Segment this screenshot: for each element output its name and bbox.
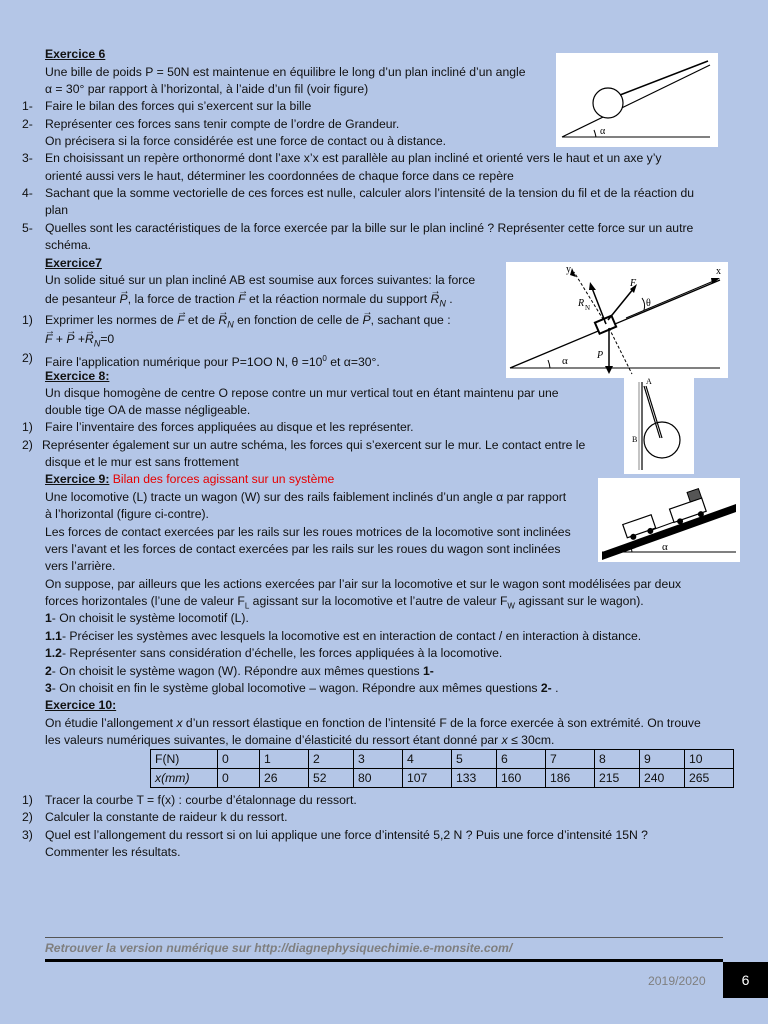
locomotive-wagon-diagram [598,478,740,562]
spring-data-table [150,749,734,788]
ex6-figure [556,53,718,147]
ex6-num-3: 3- [22,151,33,165]
ex8-intro-1: Un disque homogène de centre O repose contre un mur vertical tout en étant maintenu par une [45,386,559,400]
ex9-b1: 1- On choisit le système locomotif (L). [45,611,249,625]
ex6-q2a: Représenter ces forces sans tenir compte de l’ordre de Grandeur. [45,117,400,131]
ex6-title: Exercice 6 [45,47,106,61]
ex6-q3b: orienté aussi vers le haut, déterminer les coordonnées de chaque force dans ce repère [45,169,514,183]
ex8-title: Exercice 8: [45,369,110,383]
ex7-num-2: 2) [22,351,33,365]
fig-alpha: α [600,126,606,137]
disk-wall-diagram [624,376,694,474]
ex10-num-1: 1) [22,793,33,807]
footer-link[interactable]: Retrouver la version numérique sur http://diagnephysiquechimie.e-monsite.com/ [45,941,513,955]
svg-text:F: F [630,278,637,289]
ex10-num-2: 2) [22,810,33,824]
svg-text:A: A [646,377,652,386]
ex6-q5a: Quelles sont les caractéristiques de la force exercée par la bille sur le plan incliné ? Représenter cette force sur un autre [45,221,694,235]
ex10-q3a: Quel est l’allongement du ressort si on lui applique une force d’intensité 5,2 N ? Puis une force d’intensité 15N ? [45,828,648,842]
svg-text:x: x [716,266,721,277]
svg-text:α: α [662,541,668,553]
ex6-q4a: Sachant que la somme vectorielle de ces forces est nulle, calculer alors l’intensité de la tension du fil et de la réaction du [45,186,695,200]
svg-text:N: N [585,304,591,312]
ex7-title: Exercice7 [45,256,102,270]
ex6-num-5: 5- [22,221,33,235]
ex8-num-1: 1) [22,420,33,434]
footer-divider-thick [45,959,723,962]
ex10-line-2: les valeurs numériques suivantes, le domaine d’élasticité du ressort étant donné par x ≤ 30cm. [45,733,555,747]
ex7-figure [506,262,728,378]
ex10-num-3: 3) [22,828,33,842]
ex9-line-1: Une locomotive (L) tracte un wagon (W) sur des rails faiblement inclinés d’un angle α par rapport [45,490,567,504]
inclined-plane-solid-diagram [506,262,728,378]
table-row: x(mm) 0 26 52 80 107 133 160 186 215 240 265 [151,769,734,788]
ex7-q2: Faire l'application numérique pour P=1OO N, $\theta =10^0$ et α=30°. [45,354,380,370]
svg-text:y: y [566,264,571,275]
ex6-q2b: On précisera si la force considérée est une force de contact ou à distance. [45,134,447,148]
ex6-intro-1: Une bille de poids P = 50N est maintenue en équilibre le long d’un plan incliné d’un angle [45,65,526,79]
footer-divider-thin [45,937,723,938]
svg-text:α: α [562,355,568,367]
inclined-plane-ball-diagram [556,53,718,147]
ex10-title: Exercice 10: [45,698,117,712]
ex6-intro-2: α = 30° par rapport à l’horizontal, à l’aide d’un fil (voir figure) [45,82,369,96]
ex6-num-4: 4- [22,186,33,200]
ex7-intro-2: de pesanteur → P, la force de traction → F et la réaction normale du support → $R_N$ . [45,291,453,312]
ex9-line-4: vers l’avant et les forces de contact exercées par les rails sur les roues du wagon sont inclinées [45,542,561,556]
ex9-line-3: Les forces de contact exercées par les rails sur les roues motrices de la locomotive sont inclinées [45,525,571,539]
table-row: F(N) 0 1 2 3 4 5 6 7 8 9 10 [151,750,734,769]
ex9-b11: 1.1- Préciser les systèmes avec lesquels la locomotive est en interaction de contact / en interaction à distance. [45,629,642,643]
ex8-figure [624,376,694,474]
ex10-q3b: Commenter les résultats. [45,845,181,859]
ex10-q2: Calculer la constante de raideur k du ressort. [45,810,288,824]
ex9-subtitle: Bilan des forces agissant sur un système [109,472,335,486]
ex9-b2: 2- On choisit le système wagon (W). Répondre aux mêmes questions 1- [45,664,434,678]
ex9-line-5: vers l’arrière. [45,559,116,573]
ex6-q5b: schéma. [45,238,92,252]
ex10-line-1: On étudie l’allongement x d’un ressort élastique en fonction de l’intensité F de la force exercée à son extrémité. On trouve [45,716,701,730]
ex7-num-1: 1) [22,313,33,327]
vector-RN: → $R_N$ [431,292,446,306]
ex7-intro-1: Un solide situé sur un plan incliné AB est soumise aux forces suivantes: la force [45,273,476,287]
ex8-q2a: Représenter également sur un autre schéma, les forces qui s’exercent sur le mur. Le contact entre le [42,438,586,452]
footer-year: 2019/2020 [648,974,706,988]
svg-text:R: R [578,298,585,309]
ex9-figure [598,478,740,562]
table-cell: F(N) [151,750,218,769]
table-cell: x(mm) [151,769,218,788]
ex8-num-2: 2) [22,438,33,452]
ex6-q1: Faire le bilan des forces qui s’exercent sur la bille [45,99,312,113]
ex10-q1: Tracer la courbe T = f(x) : courbe d’étalonnage du ressort. [45,793,357,807]
ex6-q4b: plan [45,203,69,217]
ex8-q1: Faire l’inventaire des forces appliquées au disque et les représenter. [45,420,414,434]
ex7-equation: → F + → $P +\to R_N=0$ [45,331,114,352]
ex9-line-2: à l’horizontal (figure ci-contre). [45,507,209,521]
page-number: 6 [723,962,768,998]
ex6-q3a: En choisissant un repère orthonormé dont l’axe x’x est parallèle au plan incliné et orienté vers le haut et un axe y’y [45,151,662,165]
ex9-b3: 3- On choisit en fin le système global locomotive – wagon. Répondre aux mêmes questions 2- . [45,681,559,695]
ex6-num-2: 2- [22,117,33,131]
ex9-b12: 1.2- Représenter sans considération d’échelle, les forces appliquées à la locomotive. [45,646,503,660]
svg-text:P: P [597,350,604,361]
ex9-line-6: On suppose, par ailleurs que les actions exercées par l’air sur la locomotive et sur le wagon sont modélisées par deux [45,577,682,591]
ex8-q2b: disque et le mur est sans frottement [45,455,239,469]
ex7-q1: Exprimer les normes de → F et de → $R_N$ en fonction de celle de → P, sachant que : [45,312,451,333]
vector-F: → F [238,292,245,306]
ex9-title: Exercice 9: Bilan des forces agissant sur un système [45,472,335,486]
ex6-num-1: 1- [22,99,33,113]
ex8-intro-2: double tige OA de masse négligeable. [45,403,251,417]
vector-P: → P [120,292,128,306]
svg-text:B: B [632,435,638,444]
ex9-line-7: forces horizontales (l’une de valeur $F_L$ agissant sur la locomotive et l’autre de valeur $F_W$ agissant sur le wagon). [45,594,644,611]
svg-text:θ: θ [646,298,651,309]
